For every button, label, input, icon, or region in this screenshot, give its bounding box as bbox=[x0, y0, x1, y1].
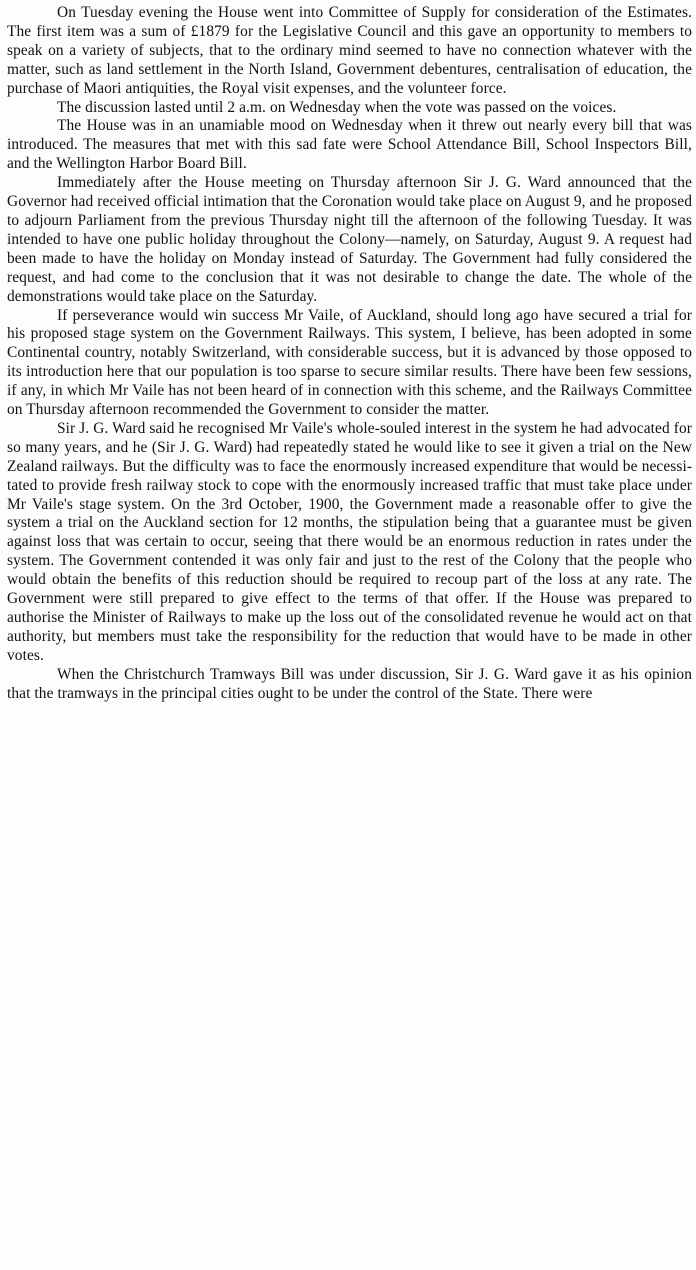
paragraph-stage-system: If perseverance would win success Mr Vaile, of Auckland, should long ago have secured a trial for his proposed stage system on the Government Railways. This system, I believe, has been adopted in some Continental country, notably Switzerland, with considerable success, but it is advanced by those opposed to its introduction here that our population is too sparse to secure similar results. There have been few sessions, if any, in which Mr Vaile has not been heard of in connection with this scheme, and the Railways Committee on Thursday afternoon recommended the Government to consider the matter. bbox=[7, 306, 692, 419]
paragraph-unamiable-mood: The House was in an unamiable mood on Wednesday when it threw out nearly every bill that was introduced. The measures that met with this sad fate were School Attendance Bill, School Inspectors Bill, and the Wellington Harbor Board Bill. bbox=[7, 117, 692, 173]
paragraph-committee-of-supply: On Tuesday evening the House went into Committee of Supply for consideration of the Estimates. The first item was a sum of £1879 for the Legislative Council and this gave an opportunity to members to speak on a variety of subjects, that to the ordinary mind seemed to have no connection whatever with the matter, such as land settlement in the North Island, Government debentures, centralisation of education, the purchase of Maori antiquities, the Royal visit expenses, and the volunteer force. bbox=[7, 4, 692, 97]
paragraph-christchurch-tramways: When the Christchurch Tramways Bill was under discussion, Sir J. G. Ward gave it as his opinion that the tramways in the principal cities ought to be under the control of the State. There were bbox=[7, 665, 692, 702]
paragraph-coronation-announcement: Immediately after the House meeting on Thursday afternoon Sir J. G. Ward announced that the Governor had received official intimation that the Coronation would take place on August 9, and he proposed to adjourn Parliament from the previous Thursday night till the afternoon of the following Tuesday. It was intended to have one public holiday throughout the Colony—namely, on Saturday, August 9. A request had been made to have the holiday on Monday instead of Saturday. The Government had fully considered the request, and had come to the conclusion that it was not desirable to change the date. The whole of the demonstrations would take place on the Saturday. bbox=[7, 174, 692, 305]
paragraph-discussion-lasted: The discussion lasted until 2 a.m. on Wednesday when the vote was passed on the voices. bbox=[57, 98, 617, 116]
paragraph-ward-response: Sir J. G. Ward said he recognised Mr Vaile's whole-souled interest in the system he had advocated for so many years, and he (Sir J. G. Ward) had repeatedly stated he would like to see it given a trial on the New Zealand railways. But the difficulty was to face the enormously increased expenditure that would be necessitated to provide fresh railway stock to cope with the enormously increased traffic that must take place under Mr Vaile's stage system. On the 3rd October, 1900, the Government made a reasonable offer to give the system a trial on the Auckland section for 12 months, the stipulation being that a guarantee must be given against loss that was certain to occur, seeing that there would be an enormous reduction in rates under the system. The Government contended it was only fair and just to the rest of the Colony that the people who would obtain the benefits of this reduction should be required to recoup part of the loss at any rate. The Government were still prepared to give effect to the terms of that offer. If the House was prepared to authorise the Minister of Railways to make up the loss out of the consolidated revenue he would act on that authority, but members must take the responsibility for the reduction that would have to be made in other votes. bbox=[7, 419, 692, 664]
